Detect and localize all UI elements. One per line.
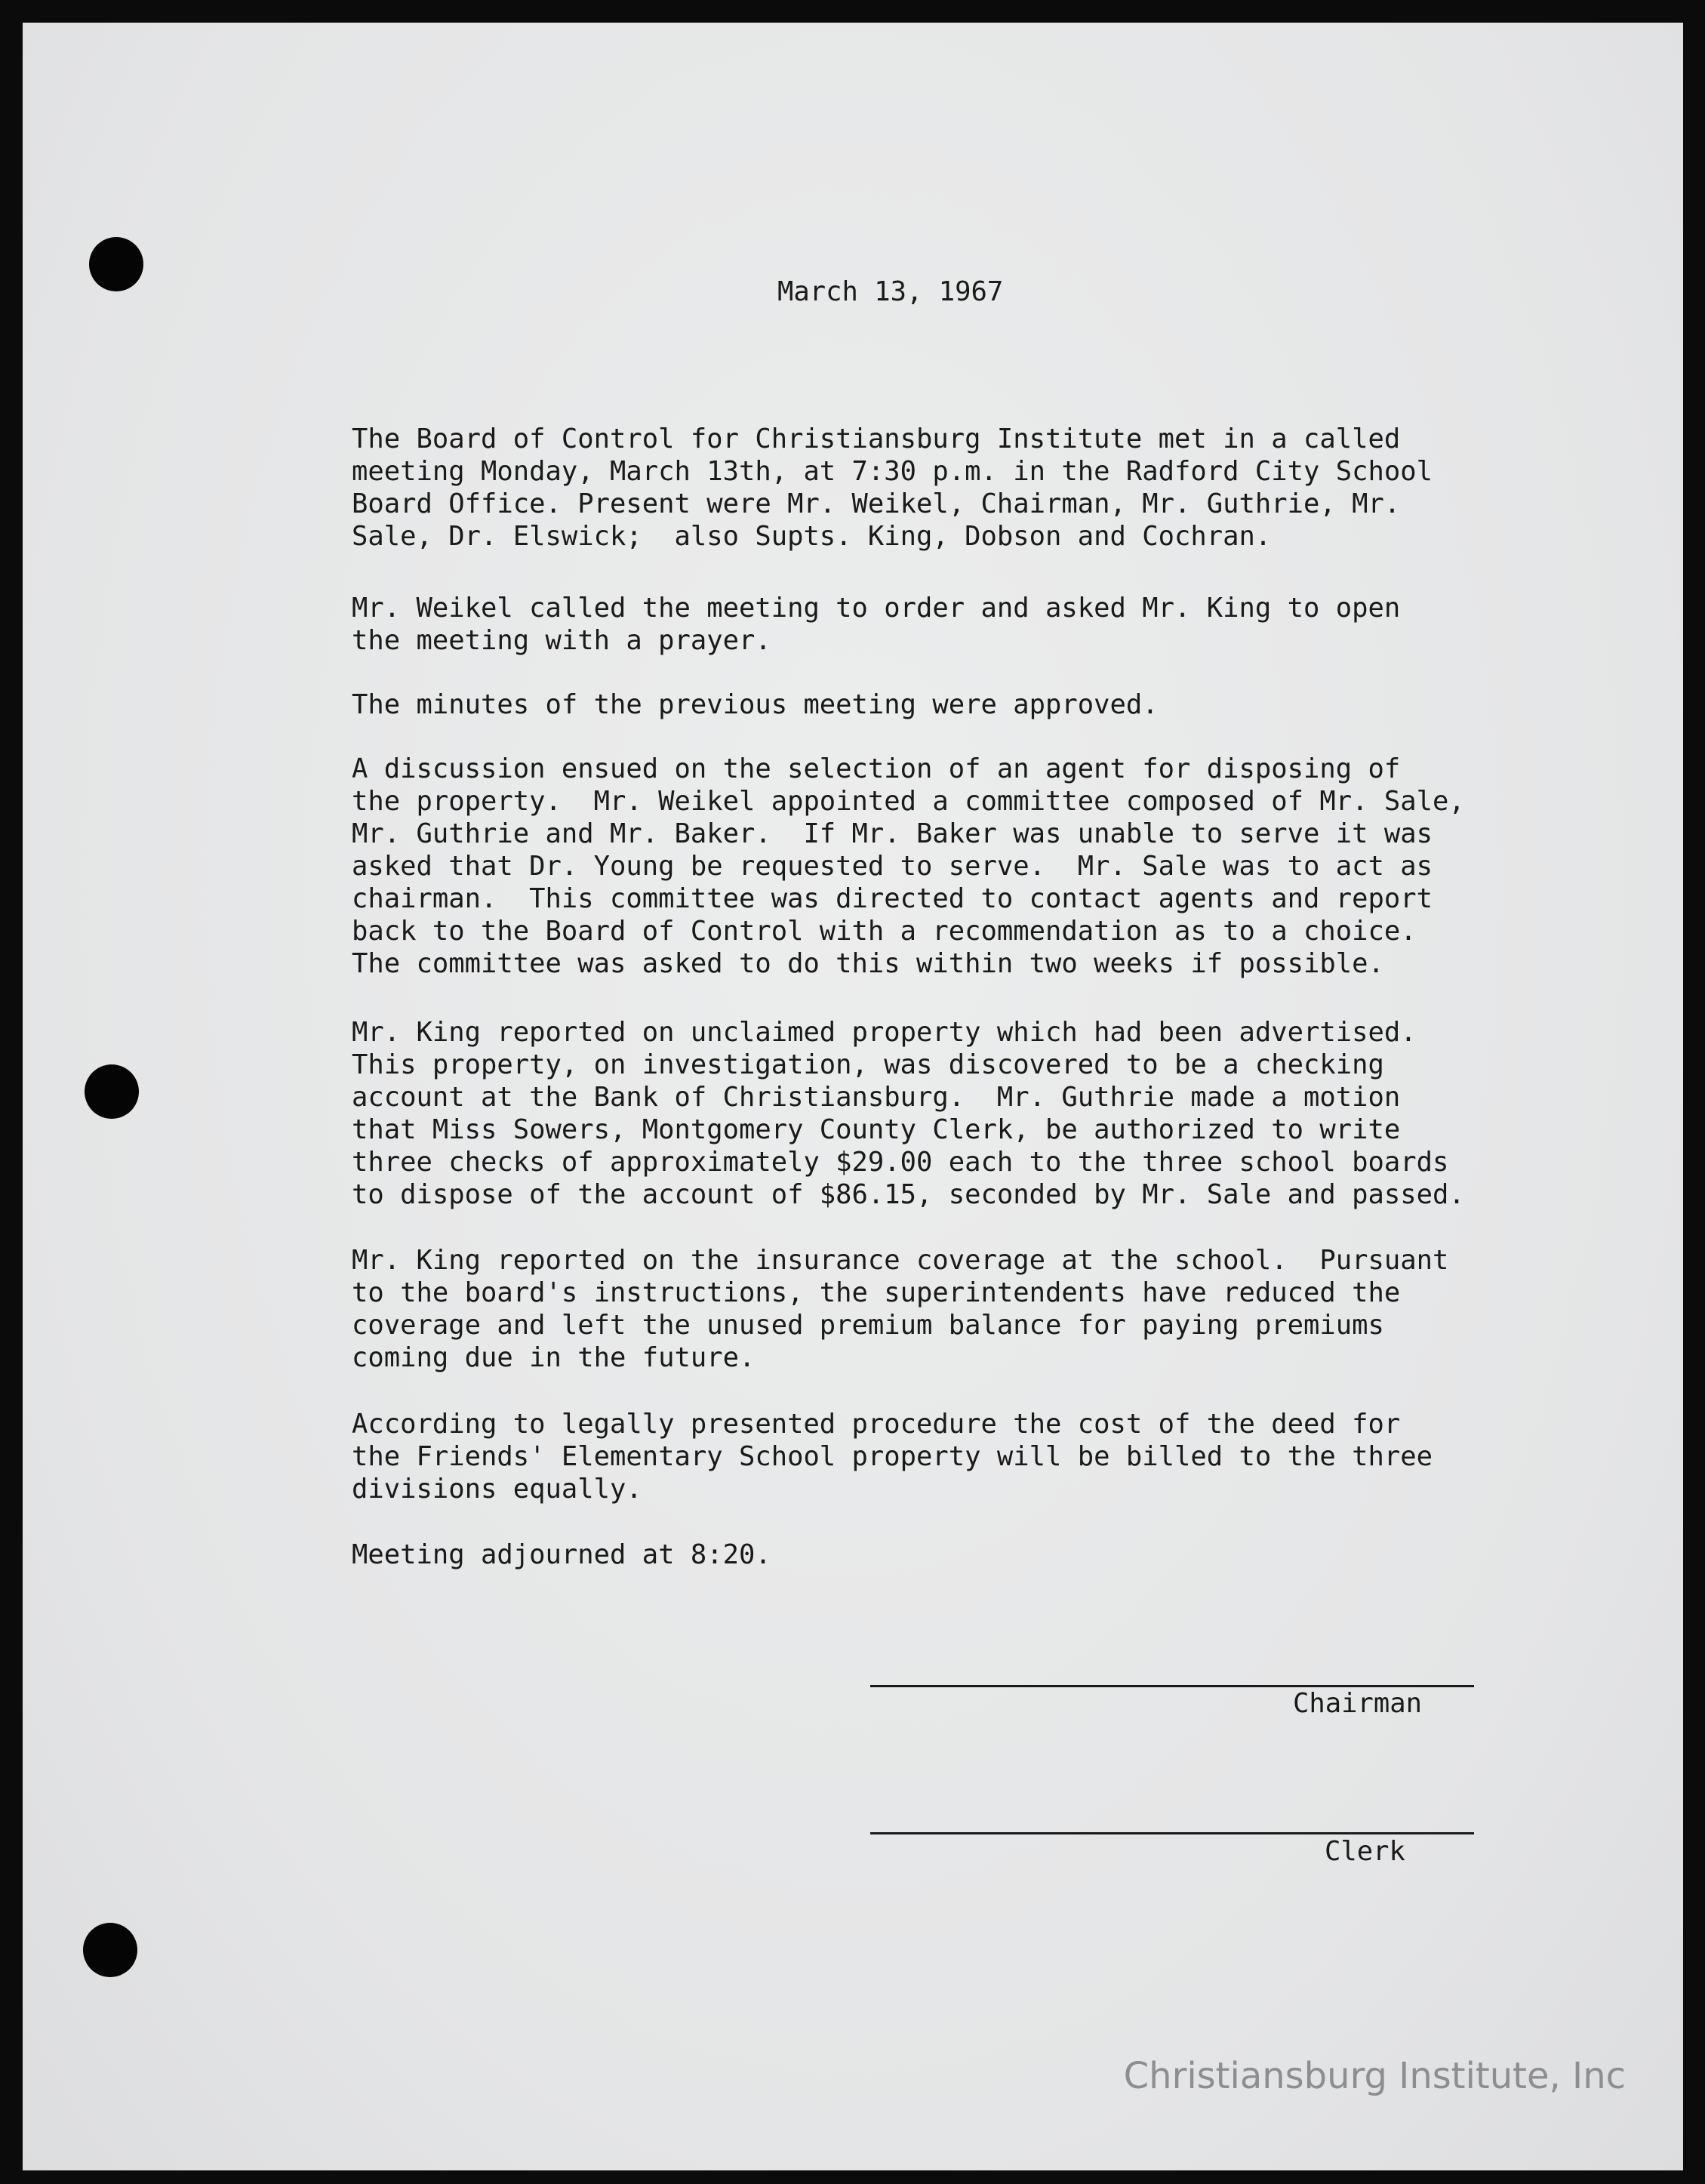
paragraph-attendance: The Board of Control for Christiansburg Institute met in a called meeting Monday, March 13th, at 7:30 p.m. in the Radford City School Board Office. Present were Mr. Weikel, Chairman, Mr. Guthrie, Mr. Sale, Dr. Elswick; also Supts. King, Dobson and Cochran. xyxy=(352,424,1433,552)
paragraph-adjournment: Meeting adjourned at 8:20. xyxy=(352,1539,771,1570)
paragraph-minutes-approved: The minutes of the previous meeting were approved. xyxy=(352,689,1159,720)
paragraph-call-to-order: Mr. Weikel called the meeting to order and asked Mr. King to open the meeting with a prayer. xyxy=(352,593,1401,656)
paragraph-agent-committee: A discussion ensued on the selection of an agent for disposing of the property. Mr. Weikel appointed a committee composed of Mr. Sale, Mr. Guthrie and Mr. Baker. If Mr. Baker was unable to serve it was asked that Dr. Young be requested to serve. Mr. Sale was to act as chairman. This committee was directed to contact agents and report back to the Board of Control with a recommendation as to a choice. The committee was asked to do this within two weeks if possible. xyxy=(352,753,1465,979)
punch-hole-middle xyxy=(85,1064,139,1119)
archive-watermark: Christiansburg Institute, Inc xyxy=(1123,2055,1626,2097)
clerk-signature-line xyxy=(870,1832,1474,1834)
chairman-signature-label: Chairman xyxy=(1293,1688,1422,1719)
paragraph-deed-cost: According to legally presented procedure the cost of the deed for the Friends' Elementary School property will be billed to the three divisions equally. xyxy=(352,1409,1433,1505)
punch-hole-bottom xyxy=(83,1923,137,1977)
clerk-signature-label: Clerk xyxy=(1325,1836,1405,1867)
paragraph-unclaimed-property: Mr. King reported on unclaimed property which had been advertised. This property, on investigation, was discovered to be a checking account at the Bank of Christiansburg. Mr. Guthrie made a motion that Miss Sowers, Montgomery County Clerk, be authorized to write three checks of approximately $29.00 each to the three school boards to dispose of the account of $86.15, seconded by Mr. Sale and passed. xyxy=(352,1017,1465,1210)
document-date: March 13, 1967 xyxy=(777,276,1004,307)
punch-hole-top xyxy=(89,237,143,291)
paragraph-insurance: Mr. King reported on the insurance coverage at the school. Pursuant to the board's instructions, the superintendents have reduced the coverage and left the unused premium balance for paying premiums coming due in the future. xyxy=(352,1245,1449,1373)
